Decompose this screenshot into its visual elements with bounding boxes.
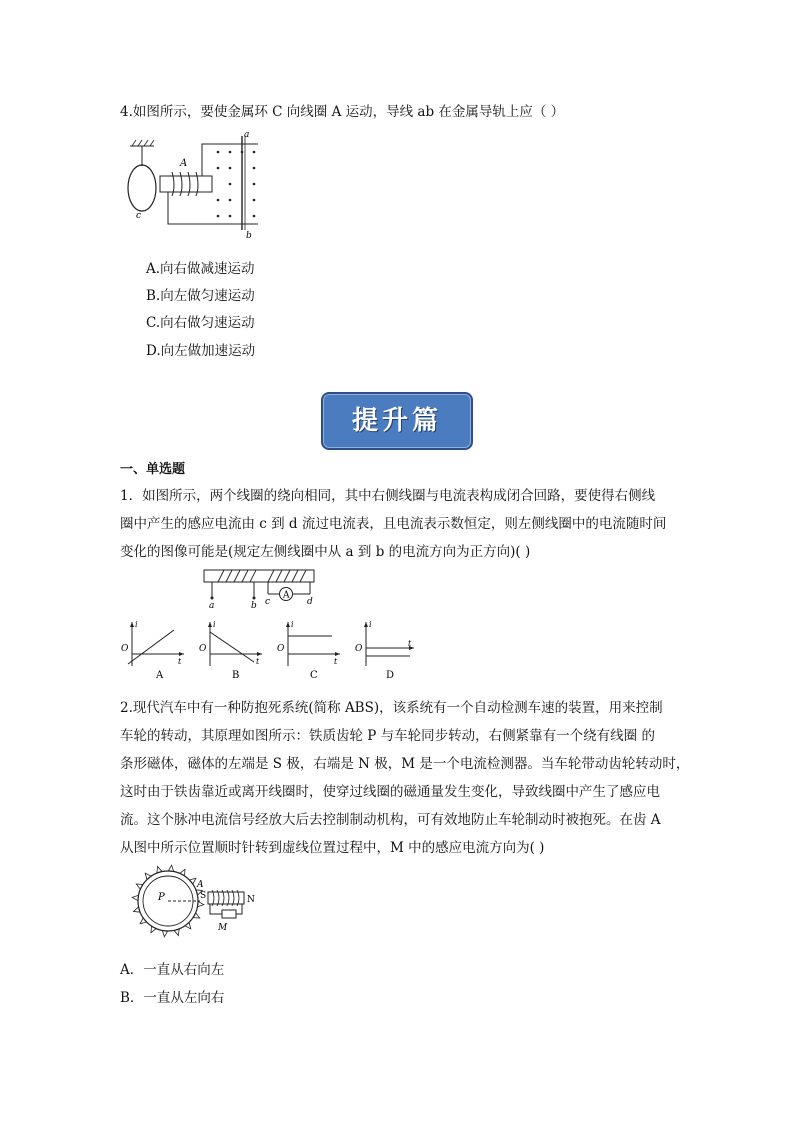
section-banner	[321, 392, 473, 450]
q4-option-a: A.向右做减速运动	[146, 261, 255, 277]
banner-text: 提升篇	[351, 406, 442, 436]
section-title: 一、单选题	[120, 462, 186, 477]
q2-line: 2.现代汽车中有一种防抱死系统(简称 ABS)，该系统有一个自动检测车速的装置，用来控制	[120, 700, 663, 716]
q1-graphs	[118, 618, 418, 682]
graph-a-line	[128, 630, 174, 664]
label-b: b	[246, 231, 252, 240]
q2-text	[120, 694, 690, 862]
graph-b	[199, 620, 262, 681]
graph-c	[277, 620, 340, 681]
axis-i: i	[369, 620, 372, 629]
q4-option-c: C.向右做匀速运动	[146, 315, 255, 331]
label-N: N	[247, 895, 255, 905]
graph-label: B	[232, 670, 240, 681]
q2-option-b: B．一直从左向右	[120, 990, 225, 1006]
q1-text	[120, 482, 680, 566]
coil-label-b: b	[251, 601, 257, 610]
detector-m	[222, 910, 236, 918]
label-p: P	[158, 892, 165, 903]
axis-t: t	[256, 657, 260, 666]
graph-label: A	[156, 670, 164, 681]
axis-i: i	[213, 620, 216, 629]
q1-line: 变化的图像可能是(规定左侧线圈中从 a 到 b 的电流方向为正方向)( )	[120, 544, 531, 560]
origin: O	[277, 644, 285, 654]
ammeter-label: A	[283, 590, 290, 601]
coil-label-c: c	[265, 597, 271, 607]
graph-label: D	[386, 670, 395, 681]
q1-line: 圈中产生的感应电流由 c 到 d 流过电流表，且电流表示数恒定，则左侧线圈中的电流随时间	[120, 516, 667, 532]
q2-line: 流。这个脉冲电流信号经放大后去控制制动机构，可有效地防止车轮制动时被抱死。在齿 A	[120, 812, 661, 828]
coil-label-d: d	[307, 597, 313, 607]
q4-figure	[118, 128, 278, 240]
q1-line: 1．如图所示，两个线圈的绕向相同，其中右侧线圈与电流表构成闭合回路，要使得右侧线	[120, 488, 656, 504]
q2-line: 这时由于铁齿靠近或离开线圈时，使穿过线圈的磁通量发生变化，导致线圈中产生了感应电	[120, 784, 660, 800]
ring-c	[128, 165, 156, 211]
q2-line: 从图中所示位置顺时针转到虚线位置过程中，M 中的感应电流方向为( )	[120, 840, 545, 856]
axis-t: t	[408, 639, 412, 648]
graph-a	[121, 620, 184, 681]
q4-option-b: B.向左做匀速运动	[146, 288, 255, 304]
label-a: a	[244, 130, 250, 140]
graph-d	[355, 620, 414, 681]
origin: O	[121, 644, 129, 654]
axis-t: t	[178, 657, 182, 666]
origin: O	[355, 644, 363, 654]
q2-figure	[124, 856, 270, 948]
q4-text: 4.如图所示，要使金属环 C 向线圈 A 运动，导线 ab 在金属导轨上应（ ）	[120, 104, 565, 120]
q1-coil-figure	[198, 566, 322, 610]
q4-option-d: D.向左做加速运动	[146, 343, 256, 359]
label-M: M	[218, 923, 228, 933]
axis-i: i	[291, 620, 294, 629]
graph-b-line	[210, 632, 254, 662]
label-A: A	[197, 880, 204, 890]
axis-i: i	[135, 620, 138, 629]
label-S: S	[200, 891, 207, 901]
q2-line: 车轮的转动，其原理如图所示：铁质齿轮 P 与车轮同步转动，右侧紧靠有一个绕有线圈 的	[120, 728, 655, 744]
q2-option-a: A．一直从右向左	[120, 962, 225, 978]
graph-label: C	[310, 670, 318, 681]
origin: O	[199, 644, 207, 654]
q2-line: 条形磁体，磁体的左端是 S 极，右端是 N 极，M 是一个电流检测器。当车轮带动齿轮转动时，	[120, 756, 690, 772]
axis-t: t	[334, 657, 338, 666]
coil-label-a: a	[209, 601, 215, 610]
label-c: c	[136, 211, 142, 221]
label-A: A	[180, 158, 188, 169]
